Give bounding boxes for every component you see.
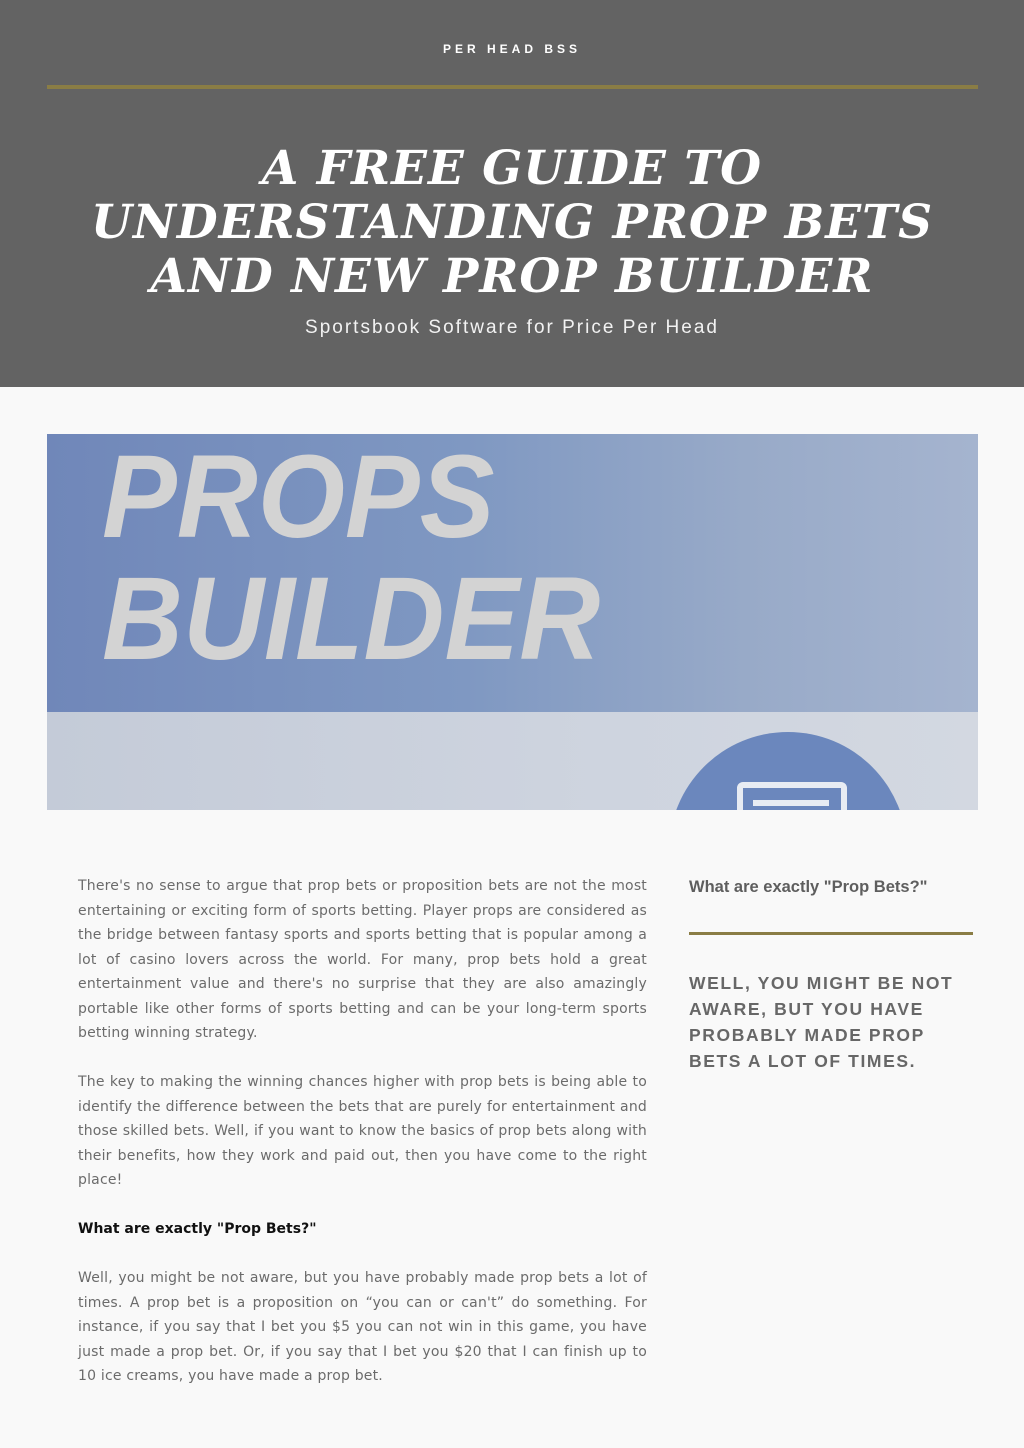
header-divider: [47, 85, 978, 89]
article-body: [78, 874, 647, 1389]
page-subtitle: Sportsbook Software for Price Per Head: [305, 317, 719, 338]
article-paragraph-3: Well, you might be not aware, but you have probably made prop bets a lot of times. A prop bet is a proposition on “you can or can't” do something. For instance, if you say that I bet you $5 you can not win in this game, you have just made a prop bet. Or, if you say that I bet you $20 that I can finish up to 10 ice creams, you have made a prop bet.: [78, 1270, 647, 1384]
article-paragraph-2: The key to making the winning chances higher with prop bets is being able to identify the difference between the bets that are purely for entertainment and those skilled bets. Well, if you want to know the basics of prop bets along with their benefits, how they work and paid out, then you have come to the right place!: [78, 1074, 647, 1188]
sidebar-divider: [689, 932, 973, 935]
hero-image: [47, 434, 978, 810]
hero-title-line-2: BUILDER: [102, 553, 601, 685]
article-subheading: What are exactly "Prop Bets?": [78, 1221, 317, 1237]
page-title: A FREE GUIDE TO UNDERSTANDING PROP BETS AND NEW PROP BUILDER: [90, 141, 934, 304]
sidebar-callout: [689, 874, 979, 1071]
sidebar-title: What are exactly "Prop Bets?": [689, 878, 928, 896]
document-icon: [737, 782, 847, 810]
sidebar-pull-quote: WELL, YOU MIGHT BE NOT AWARE, BUT YOU HAVE PROBABLY MADE PROP BETS A LOT OF TIMES.: [689, 973, 954, 1071]
hero-title: [102, 434, 601, 685]
brand-name: PER HEAD BSS: [442, 42, 582, 56]
article-paragraph-1: There's no sense to argue that prop bets or proposition bets are not the most entertaining or exciting form of sports betting. Player props are considered as the bridge between fantasy sports and sports betting that is popular among a lot of casino lovers across the world. For many, prop bets hold a great entertainment value and there's no surprise that they are also amazingly portable like other forms of sports betting and can be your long-term sports betting winning strategy.: [78, 878, 647, 1041]
hero-title-line-1: PROPS: [102, 434, 495, 563]
header-banner: [0, 0, 1024, 387]
